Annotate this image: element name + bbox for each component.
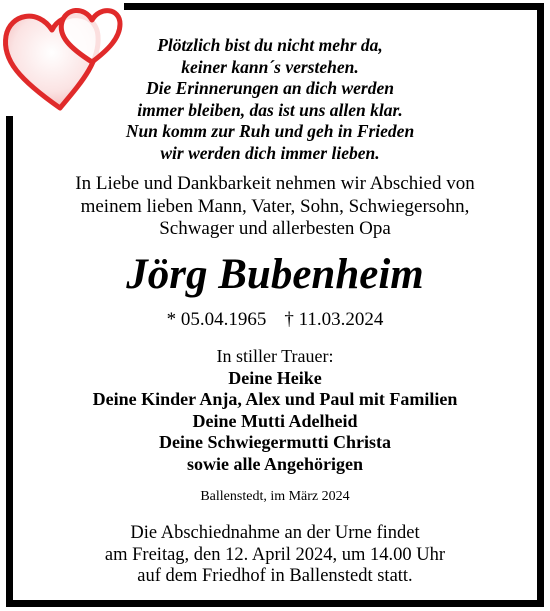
- deceased-name: Jörg Bubenheim: [126, 251, 424, 298]
- birth-date: * 05.04.1965: [166, 309, 267, 330]
- poem: [70, 35, 470, 164]
- frame-right-border: [537, 3, 544, 606]
- intro-line: meinem lieben Mann, Vater, Sohn, Schwiegersohn,: [80, 195, 470, 217]
- frame-top-border: [124, 3, 544, 10]
- death-date: † 11.03.2024: [284, 309, 384, 330]
- mourner-line: Deine Kinder Anja, Alex und Paul mit Familien: [92, 389, 458, 409]
- frame-left-border: [6, 116, 13, 606]
- mourners-list: [20, 346, 530, 475]
- life-dates: [20, 308, 530, 332]
- mourner-line: Deine Schwiegermutti Christa: [159, 432, 391, 452]
- mourners-heading: In stiller Trauer:: [216, 346, 334, 366]
- poem-line: wir werden dich immer lieben.: [160, 142, 380, 163]
- service-line: am Freitag, den 12. April 2024, um 14.00 Uhr: [104, 544, 446, 565]
- mourner-line: Deine Heike: [228, 367, 322, 388]
- poem-line: keiner kann´s verstehen.: [181, 56, 359, 77]
- intro-line: In Liebe und Dankbarkeit nehmen wir Abschied von: [75, 173, 475, 194]
- service-line: Die Abschiednahme an der Urne findet: [130, 523, 420, 543]
- farewell-intro: [20, 173, 530, 241]
- poem-line: Plötzlich bist du nicht mehr da,: [157, 35, 383, 55]
- place-date: Ballenstedt, im März 2024: [200, 489, 350, 504]
- poem-line: immer bleiben, das ist uns allen klar.: [137, 99, 403, 120]
- service-info: [20, 523, 530, 588]
- frame-bottom-border: [6, 600, 544, 607]
- intro-line: Schwager und allerbesten Opa: [159, 218, 391, 239]
- poem-line: Die Erinnerungen an dich werden: [146, 78, 394, 98]
- service-line: auf dem Friedhof in Ballenstedt statt.: [137, 566, 413, 586]
- mourner-line: Deine Mutti Adelheid: [192, 410, 358, 431]
- mourner-line: sowie alle Angehörigen: [187, 453, 363, 474]
- poem-line: Nun komm zur Ruh und geh in Frieden: [125, 121, 415, 141]
